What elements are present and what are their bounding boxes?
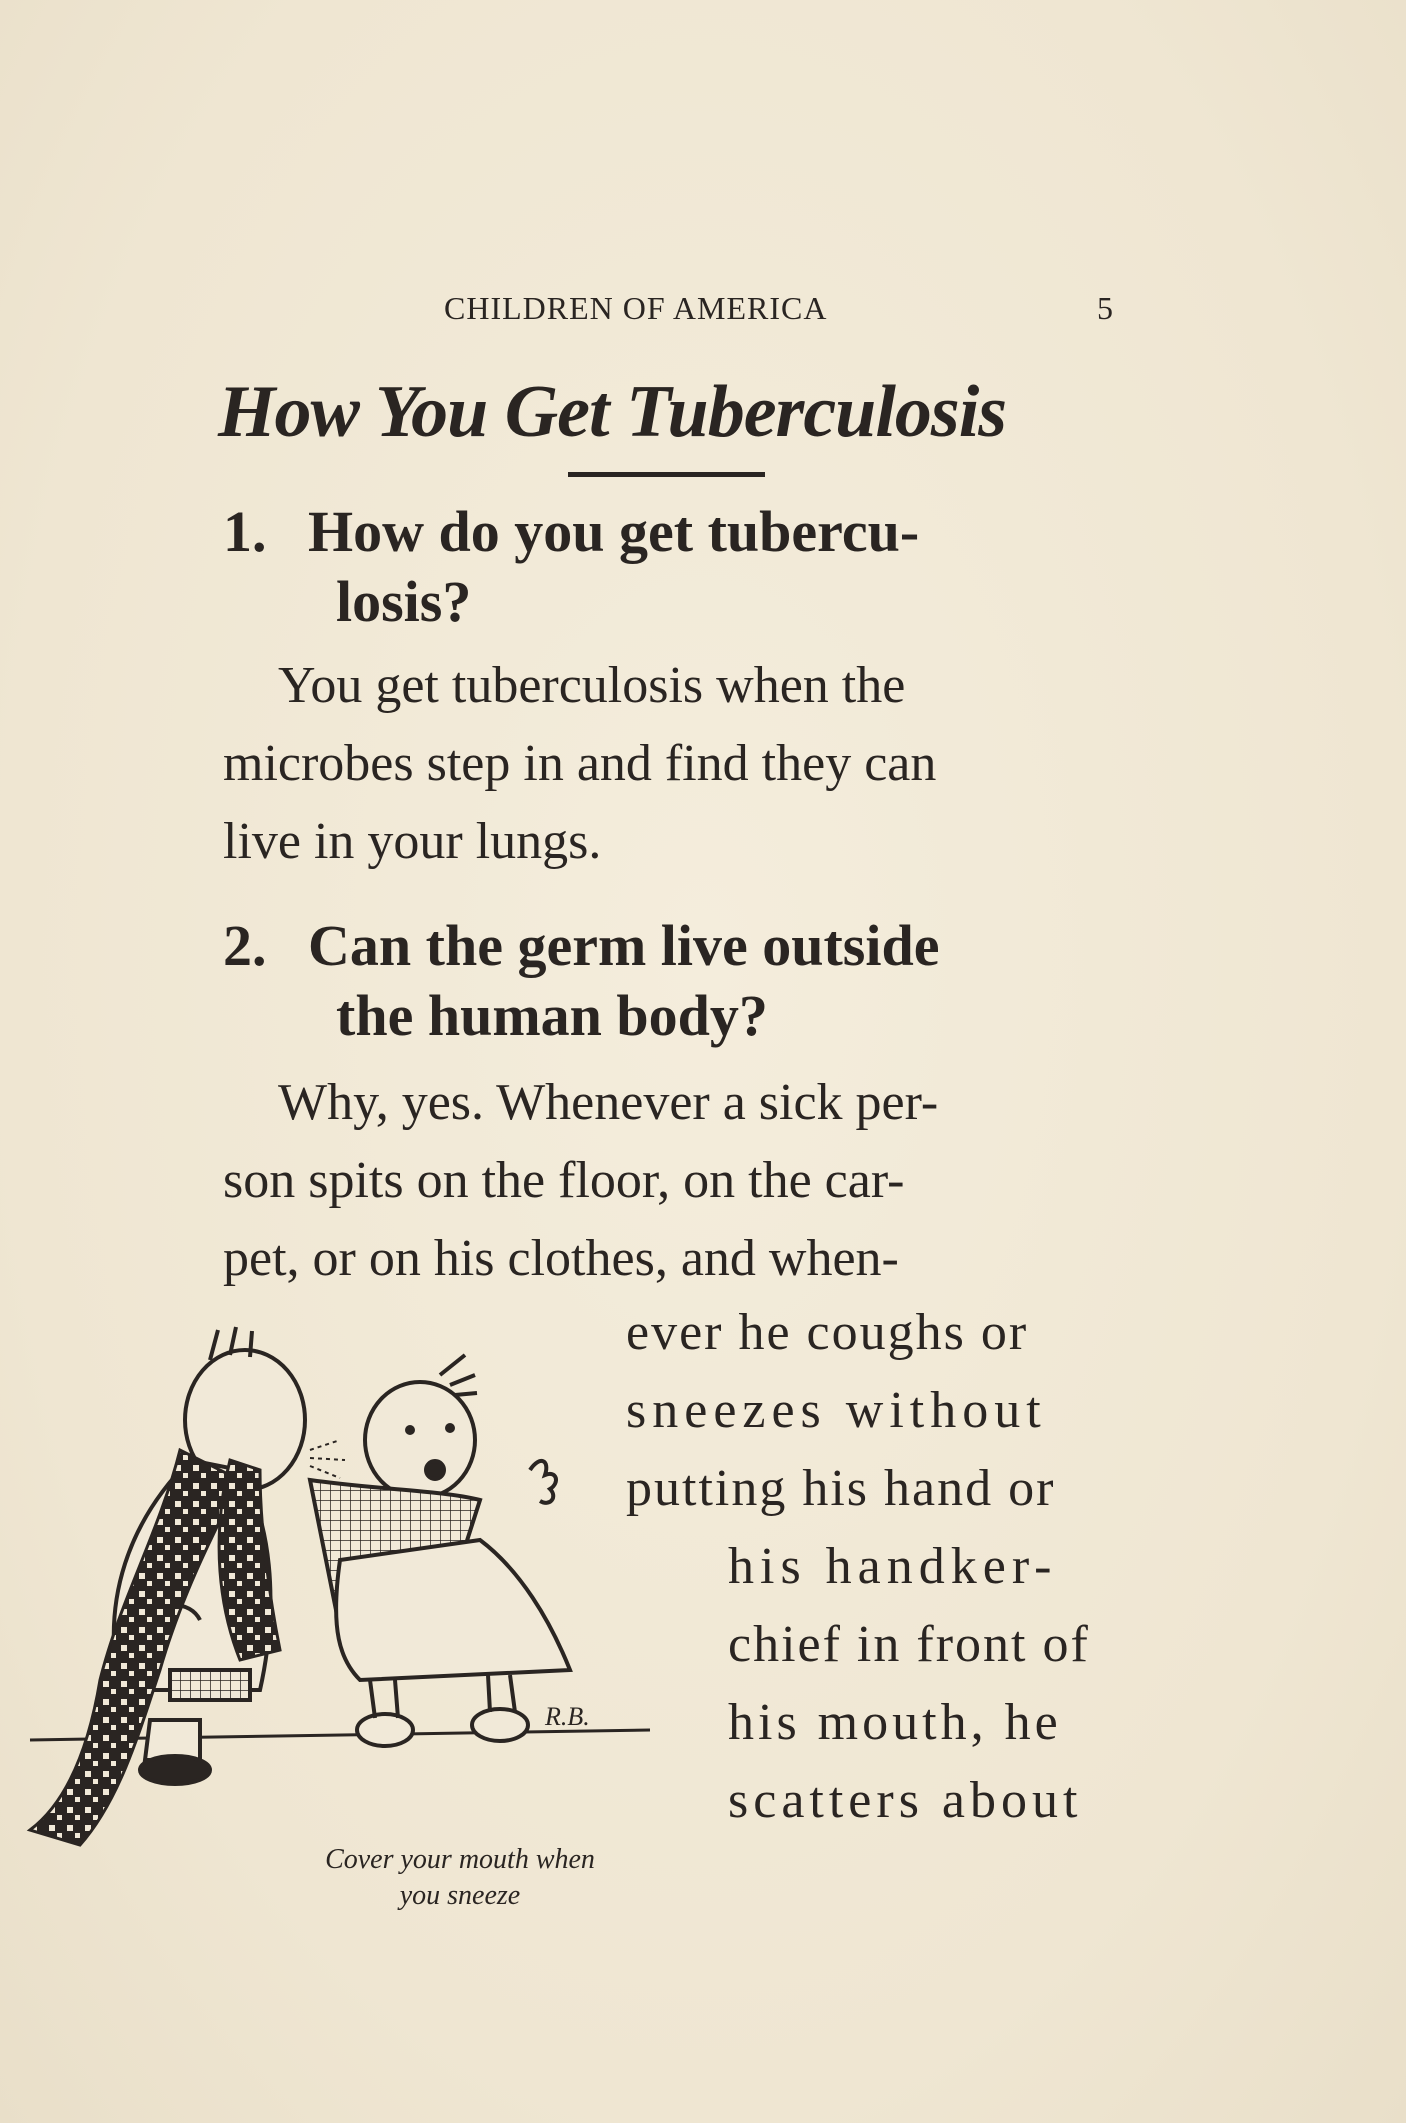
answer-2 <box>223 1064 1123 1298</box>
answer-2-line-7: his handker- <box>728 1538 1058 1595</box>
caption-line-1: Cover your mouth when <box>325 1844 595 1875</box>
answer-2-line-9: his mouth, he <box>728 1694 1062 1751</box>
answer-2-line-6: putting his hand or <box>626 1460 1056 1517</box>
page-number: 5 <box>1097 290 1113 326</box>
artist-signature: R.B. <box>545 1702 590 1731</box>
question-1-line-2: losis? <box>336 569 472 634</box>
answer-2-line-8: chief in front of <box>728 1616 1090 1673</box>
answer-2-line-4: ever he coughs or <box>626 1304 1029 1361</box>
answer-2-line-1: Why, yes. Whenever a sick per- <box>278 1074 939 1131</box>
sneeze-spray <box>310 1440 345 1478</box>
question-1-number: 1. <box>223 499 267 564</box>
running-title: CHILDREN OF AMERICA <box>444 290 828 326</box>
answer-1-line-1: You get tuberculosis when the <box>278 657 906 714</box>
answer-2-line-10: scatters about <box>728 1772 1083 1829</box>
answer-1-line-3: live in your lungs. <box>223 813 602 870</box>
question-1-line-1: How do you get tubercu- <box>308 499 920 564</box>
question-2-line-1: Can the germ live outside <box>308 913 940 978</box>
caption-line-2: you sneeze <box>399 1880 521 1911</box>
question-2 <box>223 911 1123 1051</box>
question-2-line-2: the human body? <box>336 983 768 1048</box>
answer-2-line-5: sneezes without <box>626 1382 1047 1439</box>
title-rule <box>568 472 765 477</box>
answer-2-line-3: pet, or on his clothes, and when- <box>223 1230 899 1287</box>
question-1 <box>223 497 1123 637</box>
answer-2-line-2: son spits on the floor, on the car- <box>223 1152 905 1209</box>
illustration-caption <box>260 1842 660 1914</box>
question-2-number: 2. <box>223 913 267 978</box>
sneezing-children-illustration <box>10 1300 660 1860</box>
page-title: How You Get Tuberculosis <box>218 371 1007 453</box>
answer-1 <box>223 647 1123 881</box>
girl-figure <box>310 1355 570 1746</box>
answer-1-line-2: microbes step in and find they can <box>223 735 937 792</box>
